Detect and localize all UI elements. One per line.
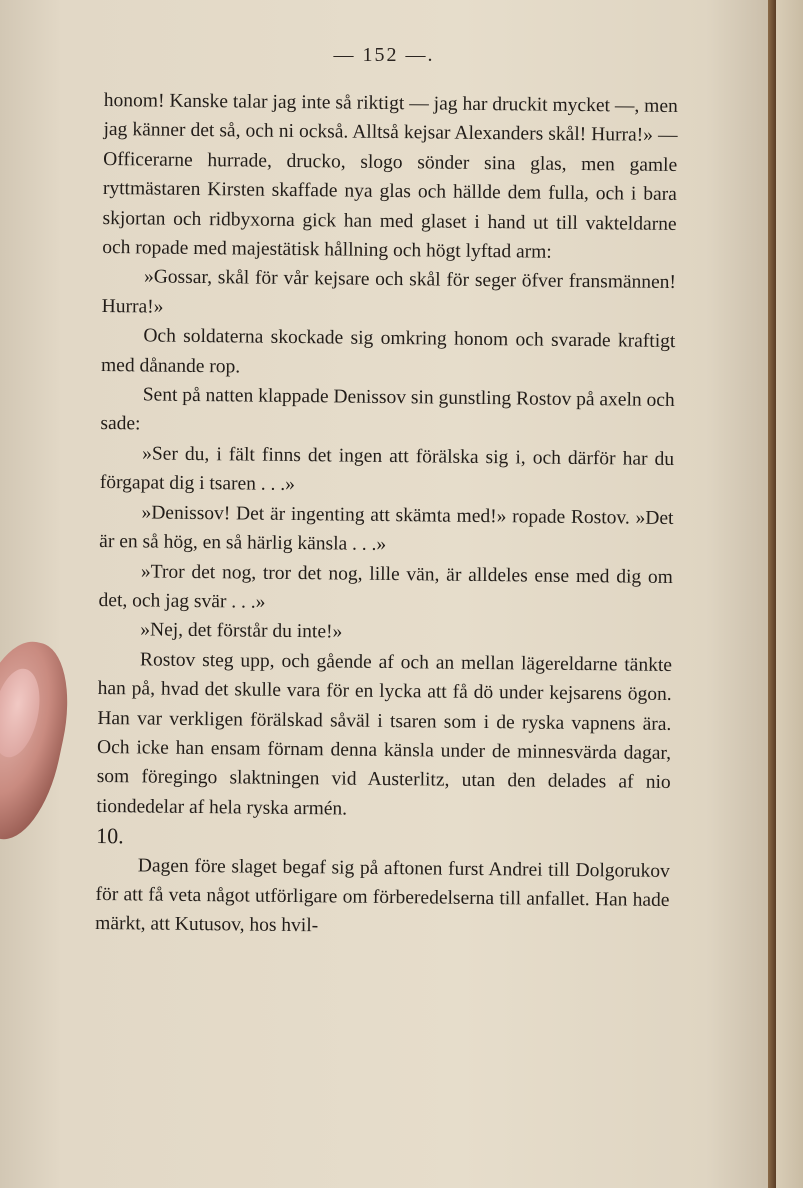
paragraph: »Ser du, i fält finns det ingen att förälska sig i, och därför har du förgapat dig i tsaren . . .»: [99, 443, 675, 496]
paragraph: »Denissov! Det är ingenting att skämta med!» ropade Rostov. »Det är en så hög, en så härlig känsla . . .»: [99, 502, 674, 556]
paragraph: Rostov steg upp, och gående af och an mellan lägereldarne tänkte han på, hvad det skulle vara för en lycka att få dö under kejsarens ögon. Han var verkligen förälskad såväl i tsaren som i de ryska vapnens ära. Och icke han ensam förnam denna känsla under de minnesvärda dagar, som föregingo slaktningen vid Austerlitz, utan den delades af nio tiondedelar af hela ryska armén.: [96, 649, 673, 820]
paragraph: Sent på natten klappade Denissov sin gunstling Rostov på axeln och sade:: [100, 384, 675, 435]
paragraph: »Gossar, skål för vår kejsare och skål för seger öfver fransmännen! Hurra!»: [101, 266, 677, 318]
body-text: [95, 86, 678, 945]
book-spine-edge: [768, 0, 776, 1188]
paragraph: »Nej, det förstår du inte!»: [140, 619, 343, 643]
paragraph: Dagen före slaget begaf sig på aftonen furst Andrei till Dolgorukov för att få veta något utförligare om förberedelserna till anfallet. Han hade märkt, att Kutusov, hos hvil-: [95, 854, 670, 937]
paragraph: »Tror det nog, tror det nog, lille vän, är alldeles ense med dig om det, och jag svär . . .»: [98, 560, 673, 613]
paragraph: honom! Kanske talar jag inte så riktigt — jag har druckit mycket —, men jag känner det så, och ni också. Alltså kejsar Alexanders skål! Hurra!» — Officerarne hurrade, drucko, slogo sönder sina glas, men gamle ryttmästaren Kirsten skaffade nya glas och hällde dem fulla, och i bara skjortan och ridbyxorna gick han med glaset i hand ut till vakteldarne och ropade med majestätisk hållning och högt lyftad arm:: [102, 89, 678, 263]
adjacent-page-edge: [776, 0, 803, 1188]
page-number: — 152 —.: [333, 44, 435, 66]
paragraph: Och soldaterna skockade sig omkring honom och svarade kraftigt med dånande rop.: [100, 325, 676, 378]
chapter-heading: 10.: [96, 823, 124, 849]
